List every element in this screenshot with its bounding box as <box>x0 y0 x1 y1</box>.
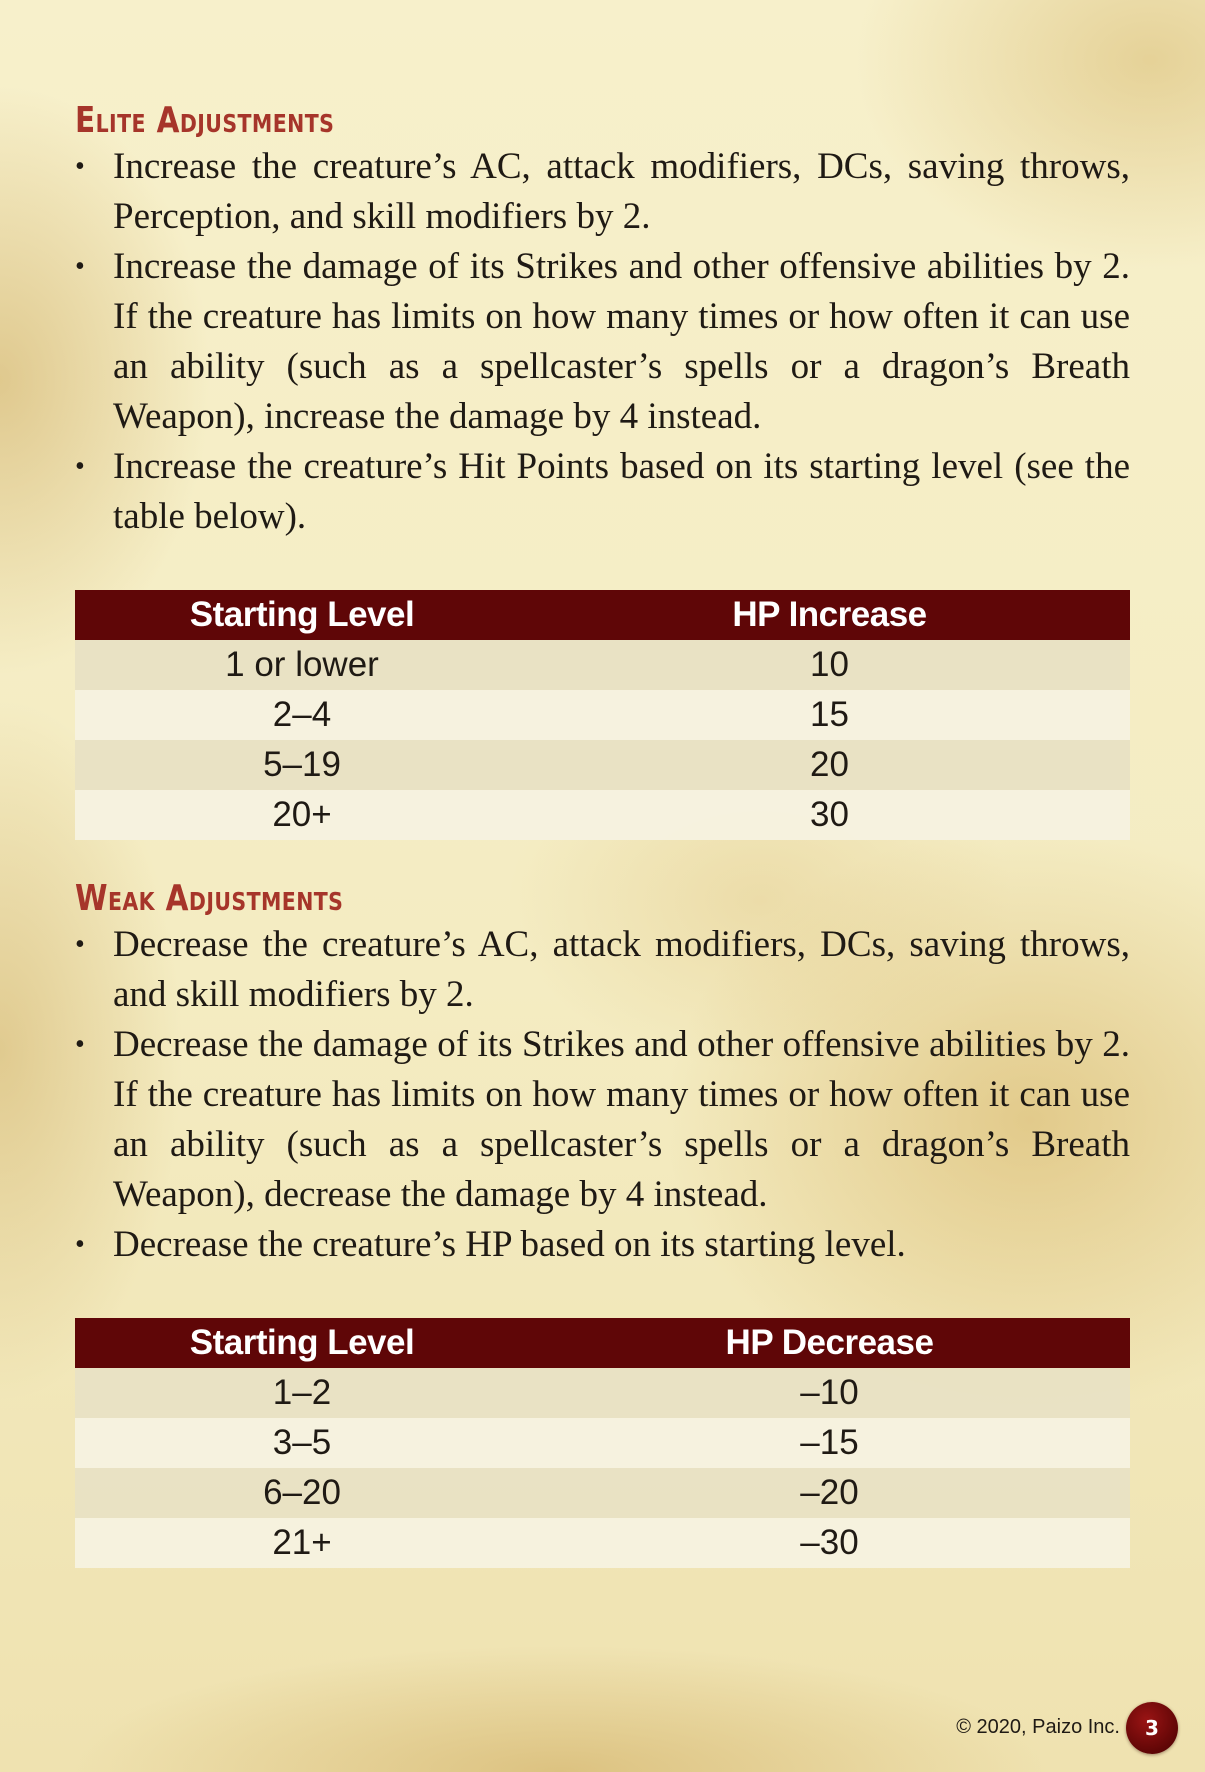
bullet-icon: • <box>75 1229 85 1260</box>
table-cell: –20 <box>529 1468 1130 1518</box>
column-header-starting-level: Starting Level <box>75 590 529 640</box>
table-cell: –10 <box>529 1368 1130 1418</box>
table-cell: 15 <box>529 690 1130 740</box>
table-cell: –30 <box>529 1518 1130 1568</box>
table-cell: 21+ <box>75 1518 529 1568</box>
table-cell: 20+ <box>75 790 529 840</box>
list-item: • Increase the damage of its Strikes and other offensive abilities by 2. If the creature has limits on how many times or how often it can use an ability (such as a spellcaster’s spells or a dragon’s Breath Weapon), increase the damage by 4 instead. <box>75 242 1130 442</box>
list-item: • Decrease the damage of its Strikes and other offensive abilities by 2. If the creature has limits on how many times or how often it can use an ability (such as a spellcaster’s spells or a dragon’s Breath Weapon), decrease the damage by 4 instead. <box>75 1020 1130 1220</box>
table-row <box>75 1468 1130 1518</box>
bullet-icon: • <box>75 929 85 960</box>
weak-adjustments-heading: Weak Adjustments <box>75 878 344 919</box>
table-header-row <box>75 590 1130 640</box>
bullet-icon: • <box>75 151 85 182</box>
table-row <box>75 790 1130 840</box>
list-item: • Decrease the creature’s AC, attack modifiers, DCs, saving throws, and skill modifiers by 2. <box>75 920 1130 1020</box>
page-number-badge: 3 <box>1126 1702 1178 1754</box>
table-row <box>75 1418 1130 1468</box>
bullet-icon: • <box>75 1029 85 1060</box>
copyright-notice: © 2020, Paizo Inc. <box>956 1716 1120 1738</box>
list-item: • Decrease the creature’s HP based on its starting level. <box>75 1220 1130 1270</box>
weak-adjustments-list <box>75 920 1130 1270</box>
table-row <box>75 640 1130 690</box>
table-cell: 20 <box>529 740 1130 790</box>
weak-hp-table <box>75 1318 1130 1568</box>
table-cell: 30 <box>529 790 1130 840</box>
bullet-icon: • <box>75 251 85 282</box>
table-cell: 1–2 <box>75 1368 529 1418</box>
table-row <box>75 1518 1130 1568</box>
column-header-starting-level: Starting Level <box>75 1318 529 1368</box>
page-content <box>75 100 1130 1568</box>
bullet-icon: • <box>75 451 85 482</box>
list-item: • Increase the creature’s Hit Points based on its starting level (see the table below). <box>75 442 1130 542</box>
table-cell: 3–5 <box>75 1418 529 1468</box>
column-header-hp-increase: HP Increase <box>529 590 1130 640</box>
elite-adjustments-heading: Elite Adjustments <box>75 100 335 141</box>
elite-hp-table <box>75 590 1130 840</box>
column-header-hp-decrease: HP Decrease <box>529 1318 1130 1368</box>
table-row <box>75 740 1130 790</box>
table-cell: 2–4 <box>75 690 529 740</box>
table-row <box>75 1368 1130 1418</box>
table-header-row <box>75 1318 1130 1368</box>
table-cell: 10 <box>529 640 1130 690</box>
table-row <box>75 690 1130 740</box>
elite-adjustments-list <box>75 142 1130 542</box>
page-footer <box>0 1702 1205 1758</box>
list-item: • Increase the creature’s AC, attack modifiers, DCs, saving throws, Perception, and skill modifiers by 2. <box>75 142 1130 242</box>
table-cell: 1 or lower <box>75 640 529 690</box>
table-cell: 6–20 <box>75 1468 529 1518</box>
table-cell: –15 <box>529 1418 1130 1468</box>
table-cell: 5–19 <box>75 740 529 790</box>
